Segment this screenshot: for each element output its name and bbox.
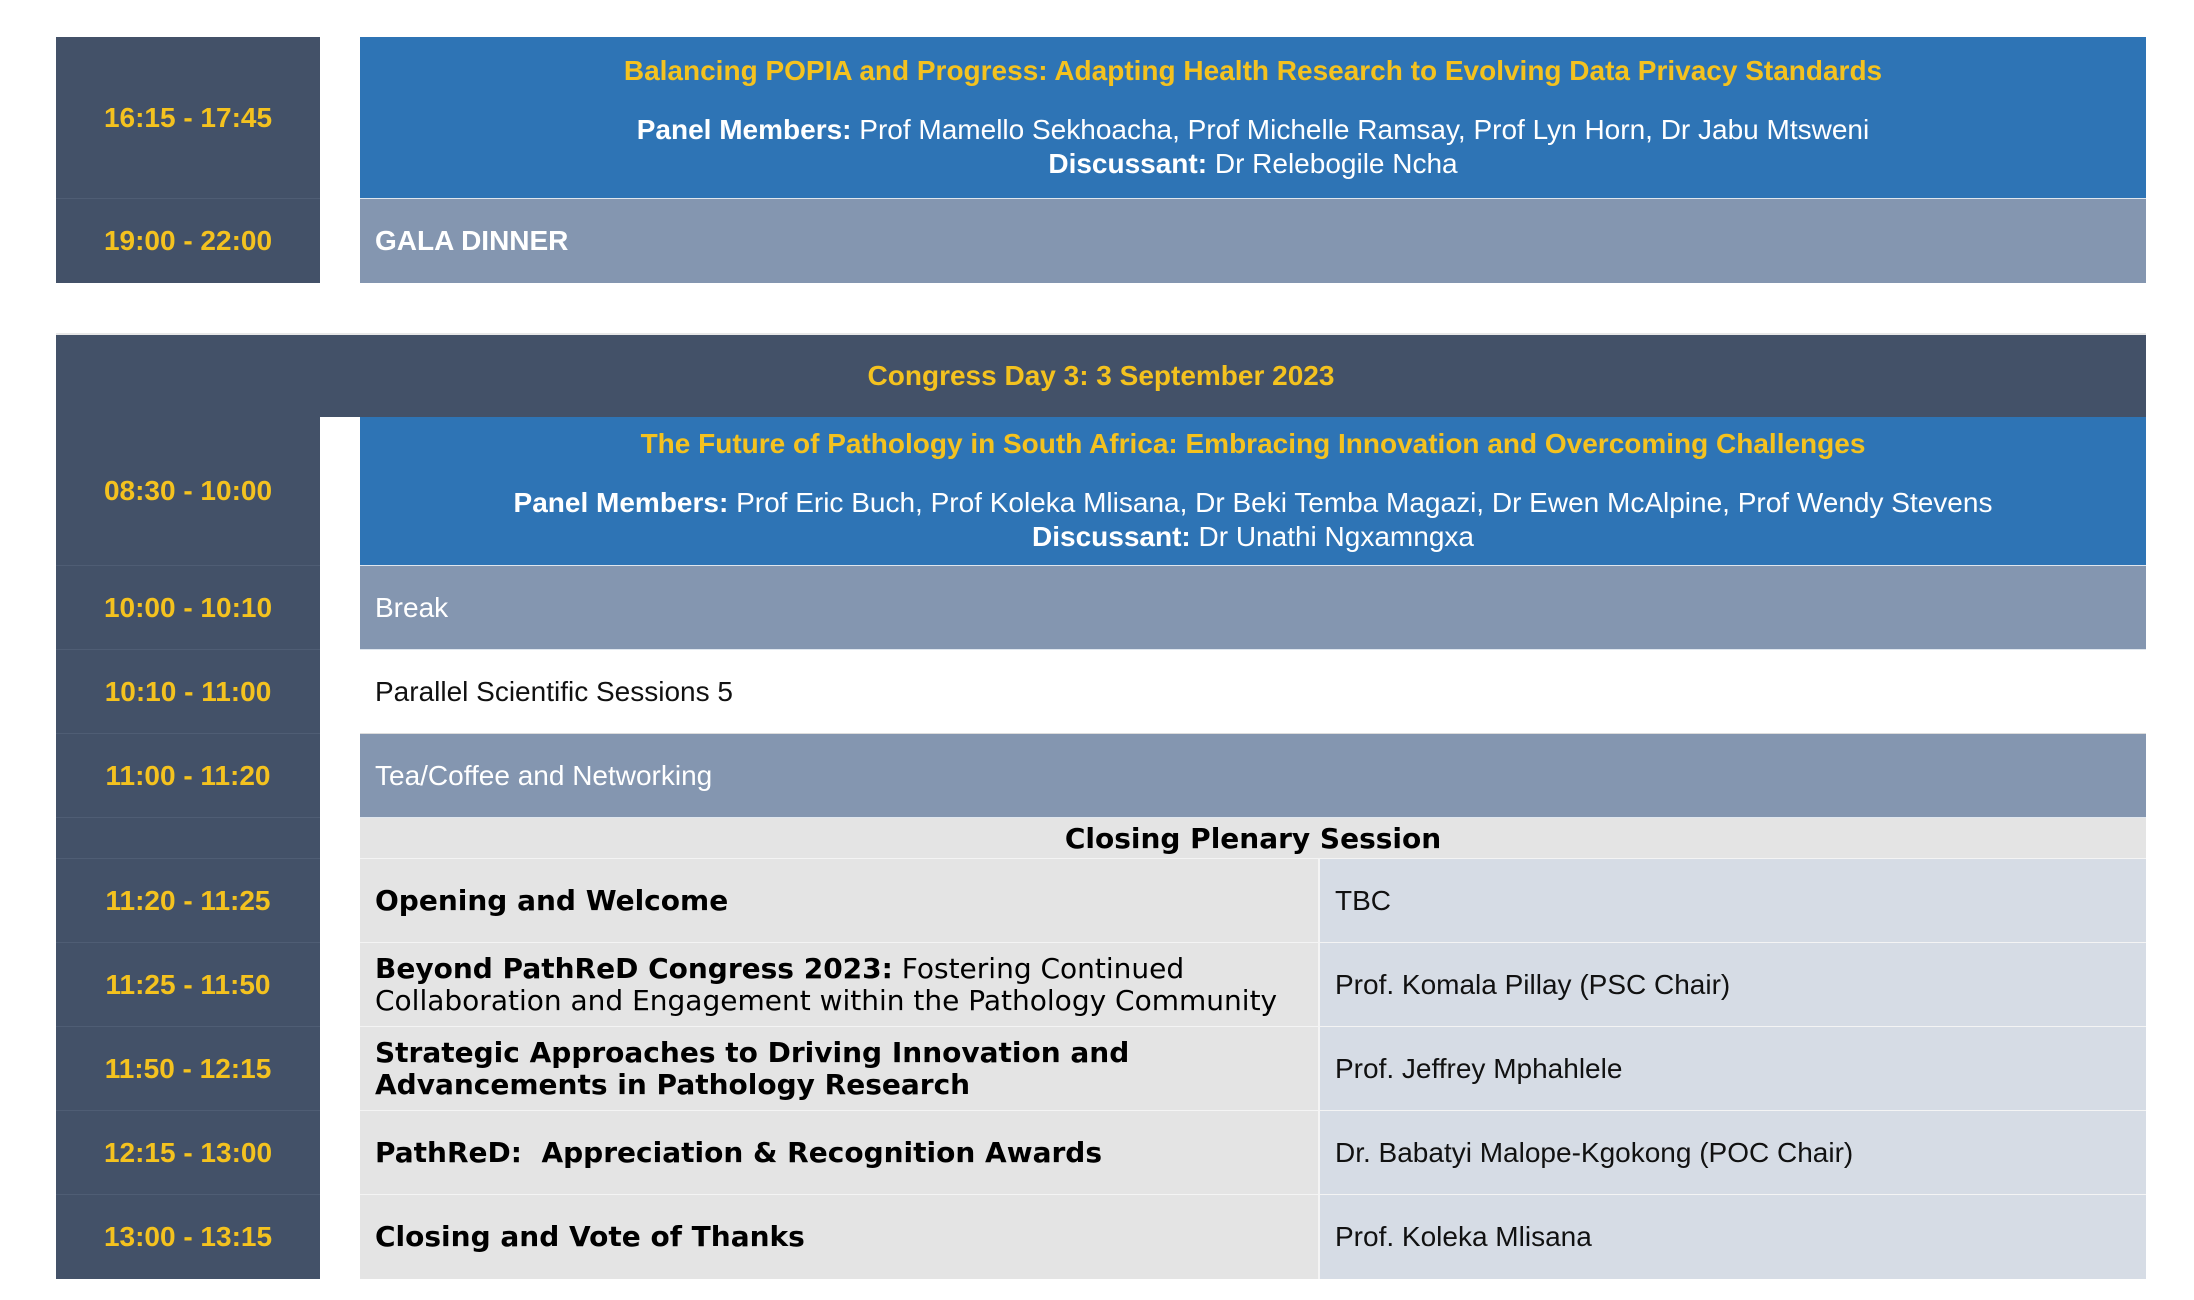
time-cell-empty [56, 818, 320, 859]
panel-members-line [514, 486, 1993, 520]
break-cell [360, 566, 2146, 650]
session-title-bold: Closing and Vote of Thanks [375, 1220, 805, 1253]
speaker-name: Prof. Komala Pillay (PSC Chair) [1335, 968, 1731, 1000]
speaker-name: TBC [1335, 884, 1391, 916]
parallel-sessions-cell [360, 650, 2146, 734]
day-header [56, 333, 2146, 417]
speaker-cell [1320, 859, 2146, 943]
session-title [375, 885, 728, 917]
time-label: 19:00 - 22:00 [103, 225, 273, 256]
speaker-name: Prof. Koleka Mlisana [1335, 1221, 1592, 1252]
tea-break-cell [360, 734, 2146, 818]
closing-plenary-header [360, 818, 2146, 859]
day-header-label: Congress Day 3: 3 September 2023 [867, 360, 1335, 391]
closing-plenary-title: Closing Plenary Session [1064, 821, 1442, 855]
panel-title: The Future of Pathology in South Africa: Embracing Innovation and Overcoming Challenges [640, 428, 1866, 459]
time-cell [56, 566, 320, 650]
panel-members: Prof Mamello Sekhoacha, Prof Michelle Ramsay, Prof Lyn Horn, Dr Jabu Mtsweni [851, 113, 1870, 145]
time-cell [56, 734, 320, 818]
time-cell [56, 1195, 320, 1279]
panel-members-line [637, 113, 1869, 147]
time-label: 11:50 - 12:15 [104, 1052, 272, 1084]
time-cell [56, 650, 320, 734]
session-title-cell [360, 1111, 1320, 1195]
time-cell [56, 943, 320, 1027]
gala-dinner-label: GALA DINNER [375, 225, 569, 256]
panel-title: Balancing POPIA and Progress: Adapting Health Research to Evolving Data Privacy Standards [623, 54, 1883, 86]
session-title-bold: Opening and Welcome [375, 883, 729, 917]
panel-members: Prof Eric Buch, Prof Koleka Mlisana, Dr Beki Temba Magazi, Dr Ewen McAlpine, Prof Wendy Stevens [728, 487, 1993, 518]
speaker-cell [1320, 943, 2146, 1027]
session-title [375, 1037, 1318, 1101]
time-label: 16:15 - 17:45 [103, 101, 273, 133]
speaker-cell [1320, 1111, 2146, 1195]
session-title-bold: Strategic Approaches to Driving Innovation and Advancements in Pathology Research [375, 1035, 1130, 1101]
time-label: 13:00 - 13:15 [103, 1221, 273, 1252]
speaker-cell [1320, 1195, 2146, 1279]
time-cell [56, 1111, 320, 1195]
session-title [375, 953, 1318, 1017]
panel-session-cell [360, 417, 2146, 566]
time-cell [56, 37, 320, 199]
session-title-cell [360, 1027, 1320, 1111]
time-label: 10:00 - 10:10 [103, 591, 273, 623]
session-title [375, 1137, 1102, 1169]
session-title [375, 1221, 805, 1253]
discussant-line [1048, 147, 1457, 181]
parallel-sessions-label: Parallel Scientific Sessions 5 [375, 675, 733, 707]
time-cell [56, 1027, 320, 1111]
break-label: Break [375, 591, 449, 623]
discussant: Dr Relebogile Ncha [1207, 147, 1458, 179]
panel-members-label: Panel Members: [636, 113, 852, 145]
discussant-label: Discussant: [1048, 147, 1208, 179]
session-title-bold: PathReD: Appreciation & Recognition Awards [375, 1135, 1102, 1169]
time-label: 10:10 - 11:00 [104, 675, 272, 707]
discussant-label: Discussant: [1032, 521, 1191, 552]
time-label: 11:00 - 11:20 [105, 759, 271, 791]
time-label: 11:25 - 11:50 [105, 968, 271, 1000]
panel-members-label: Panel Members: [513, 487, 729, 518]
session-title-cell [360, 943, 1320, 1027]
tea-break-label: Tea/Coffee and Networking [375, 759, 713, 791]
session-title-bold: Beyond PathReD Congress 2023: [375, 951, 893, 985]
gala-dinner-cell [360, 199, 2146, 283]
speaker-cell [1320, 1027, 2146, 1111]
speaker-name: Dr. Babatyi Malope-Kgokong (POC Chair) [1335, 1136, 1854, 1168]
time-cell [56, 199, 320, 283]
panel-session-cell [360, 37, 2146, 199]
time-label: 11:20 - 11:25 [105, 884, 271, 916]
discussant-line [1032, 520, 1474, 554]
time-label: 12:15 - 13:00 [103, 1136, 273, 1168]
session-title-rest: Fostering Continued Collaboration and Engagement within the Pathology Community [375, 951, 1278, 1017]
time-cell [56, 859, 320, 943]
session-title-cell [360, 859, 1320, 943]
session-title-cell [360, 1195, 1320, 1279]
speaker-name: Prof. Jeffrey Mphahlele [1335, 1052, 1623, 1084]
time-cell [56, 417, 320, 566]
discussant: Dr Unathi Ngxamngxa [1190, 521, 1474, 552]
time-label: 08:30 - 10:00 [103, 475, 273, 506]
